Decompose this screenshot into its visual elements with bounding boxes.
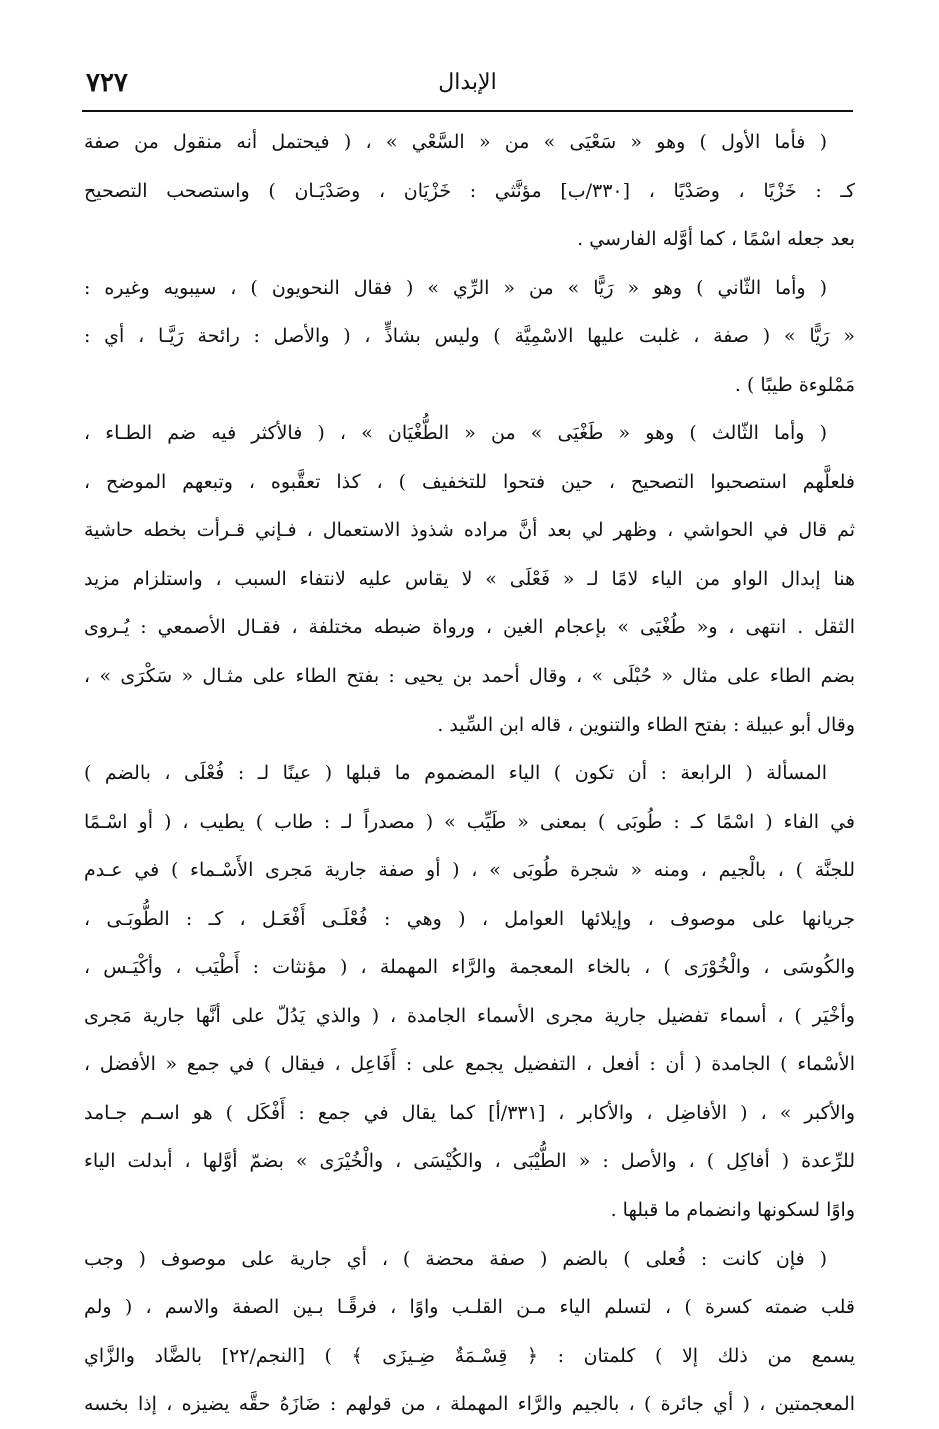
text-line: الأسْماء ) الجامدة ( أن : أفعل ، التفضيل يجمع على : أَفَاعِل ، فيقال ) في جمع « الأفضل ، <box>84 1053 855 1076</box>
text-line: يسمع من ذلك إلا ) كلمتان : ﴿ قِسْـمَةٌ ضِـيزَى ﴾ ) [النجم/٢٢] بالضَّاد والزَّاي <box>84 1344 855 1367</box>
text-line: ثم قال في الحواشي ، وظهر لي بعد أنَّ مراده شذوذ الاستعمال ، فـإني قـرأت بخطه حاشية <box>84 519 855 542</box>
page-number: ٧٢٧ <box>86 68 128 98</box>
text-line: بضم الطاء على مثال « حُبْلَى » ، وقال أحمد بن يحيى : بفتح الطاء على مثـال « سَكْرَى » ، <box>84 665 855 688</box>
text-line: ( وأما الثّاني ) وهو « رَيًّا » من « الرِّي » ( فقال النحويون ) ، سيبويه وغيره : <box>84 276 827 299</box>
text-line: في الفاء ( اسْمًا كـ : طُوبَى ) بمعنى « طَيِّب » ( مصدراً لـ : طاب ) يطيب ، ( أو اسْـمًا <box>84 810 855 833</box>
text-line: واوًا لسكونها وانضمام ما قبلها . <box>610 1199 855 1222</box>
text-line: للرِّعدة ( أفاكِل ) ، والأصل : « الطُّيْبَى ، والكُيْسَى ، والْخُيْرَى » بضمّ أوَّلها ، أبدلت الياء <box>84 1150 855 1173</box>
text-line: مَمْلوءة طيبًا ) . <box>734 373 855 396</box>
text-line: جريانها على موصوف ، وإيلائها العوامل ، ( وهي : فُعْلَـى أَفْعَـل ، كـ : الطُّوبَـى ، <box>84 907 855 930</box>
text-line: المسألة ( الرابعة : أن تكون ) الياء المضموم ما قبلها ( عينًا لـ : فُعْلَى ، بالضم ) <box>84 762 827 785</box>
text-line: والأكبر » ، ( الأفاضِل ، والأكابر ، [٣٣١/أ] كما يقال في جمع : أَفْكَل ) هو اسـم جـامد <box>84 1101 855 1124</box>
text-line: كـ : خَزْيًا ، وصَدْيًا ، [٣٣٠/ب] مؤنَّثي : خَزْيَان ، وصَدْيَـان ) واستصحب التصحيح <box>84 179 855 202</box>
text-line: ( فأما الأول ) وهو « سَعْيَى » من « السَّعْي » ، ( فيحتمل أنه منقول من صفة <box>84 131 827 153</box>
text-line: هنا إبدال الواو من الياء لامًا لـ « فَعْلَى » لا يقاس عليه لانتفاء السبب ، واستلزام مزيد <box>84 567 855 590</box>
page-header <box>82 66 853 112</box>
text-line: للجنَّة ) ، بالْجيم ، ومنه « شجرة طُوبَى » ، ( أو صفة جارية مَجرى الأَسْـماء ) في عـدم <box>84 859 855 882</box>
text-line: فلعلَّهم استصحبوا التصحيح ، حين فتحوا للتخفيف ) ، كذا تعقَّبوه ، وتبعهم الموضح ، <box>84 470 855 493</box>
text-line: الثقل . انتهى ، و« طُغْيَى » بإعجام الغين ، ورواة ضبطه مختلفة ، فقـال الأصمعي : يُـروى <box>84 616 855 639</box>
running-title: الإبدال <box>438 70 497 95</box>
text-line: والكُوسَى ، والْخُوْرَى ) ، بالخاء المعجمة والرَّاء المهملة ، ( مؤنثات : أَطْيَب ، وأكْيَـس ، <box>84 956 855 979</box>
text-line: وأخْيَر ) ، أسماء تفضيل جارية مجرى الأسماء الجامدة ، ( والذي يَدُلّ على أنَّها جارية مَجرى <box>84 1004 855 1027</box>
text-line: المعجمتين ، ( أي جائرة ) ، بالجيم والرَّاء المهملة ، من قولهم : ضَازَهُ حقَّه يضيزه ، إذا بخسه <box>84 1393 855 1416</box>
text-line: قلب ضمته كسرة ) ، لتسلم الياء مـن القلـب واوًا ، فرقًـا بـين الصفة والاسم ، ( ولم <box>84 1296 855 1319</box>
text-line: ( وأما الثّالث ) وهو « طَغْيَى » من « الطُّغْيَان » ، ( فالأكثر فيه ضم الطـاء ، <box>84 422 827 445</box>
text-line: وقال أبو عبيلة : بفتح الطاء والتنوين ، قاله ابن السِّيد . <box>437 713 855 736</box>
text-line: « رَيًّا » ( صفة ، غلبت عليها الاسْمِيَّة ) وليس بشاذٍّ ، ( والأصل : رائحة رَيَّـا ، أي : <box>84 325 855 348</box>
body-text <box>84 118 855 1429</box>
text-line: ( فإن كانت : فُعلى ) بالضم ( صفة محضة ) ، أي جارية على موصوف ( وجب <box>84 1247 827 1270</box>
text-line: بعد جعله اسْمًا ، كما أوَّله الفارسي . <box>577 228 855 251</box>
